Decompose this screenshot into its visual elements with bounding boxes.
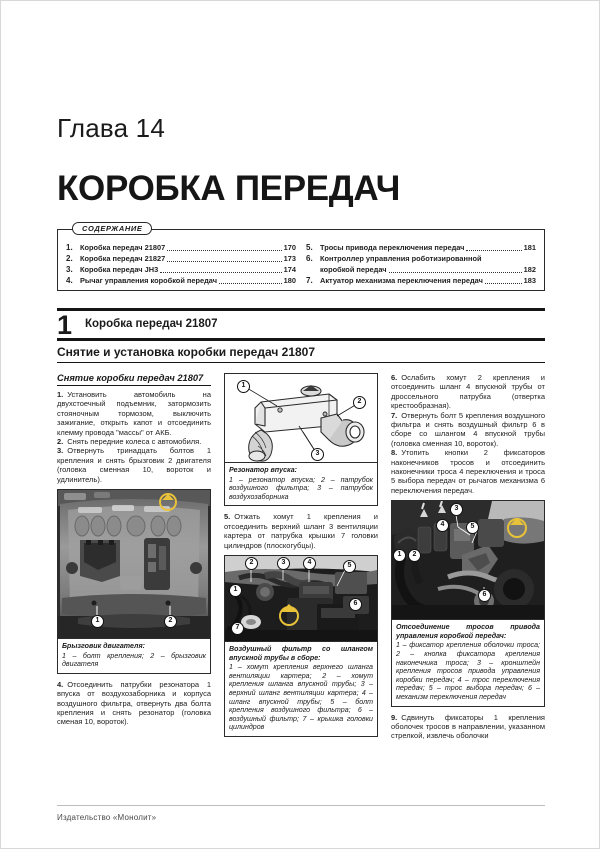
page-content: [57, 1, 547, 850]
step-1-number: 1.: [57, 390, 64, 399]
toc-entry-label: Коробка передач 21827: [80, 254, 166, 263]
callout-3: 3: [450, 503, 463, 516]
photo-splash-guard: [58, 490, 210, 638]
chapter-label: Глава 14: [57, 113, 165, 143]
figure-air-filter-caption: [225, 641, 377, 736]
step-7-text: Отвернуть болт 5 крепления воздушного фильтра и снять воздушный фильтр 6 в сборе со шлангом 4 впускной трубы (головка сменная 10, вороток).: [391, 410, 545, 448]
step-1: [57, 390, 211, 437]
column-1-heading: Снятие коробки передач 21807: [57, 373, 211, 386]
caption-title: Резонатор впуска:: [229, 466, 298, 474]
step-2-number: 2.: [57, 437, 64, 447]
toc-entry-label: Рычаг управления коробкой передач: [80, 276, 218, 285]
callout-4: 4: [436, 519, 449, 532]
toc-leader-dots: [485, 276, 522, 284]
footer-publisher: Издательство «Монолит»: [57, 813, 157, 822]
step-6-number: 6.: [391, 373, 398, 382]
toc-entry-number: 4.: [66, 276, 73, 285]
callout-2: 2: [408, 549, 421, 562]
toc-entry[interactable]: [66, 264, 296, 275]
caption-title: Брызговик двигателя:: [62, 642, 145, 651]
toc-leader-dots: [219, 276, 282, 284]
photo-splash-guard-image: [58, 490, 210, 638]
callout-5: 5: [343, 560, 356, 573]
toc-entry-label: Контроллер управления роботизированной: [320, 254, 482, 263]
toc-entry-number: 7.: [306, 276, 313, 285]
footer-divider: [57, 805, 545, 806]
figure-shift-cables-caption: [392, 619, 544, 705]
callout-1: 1: [237, 380, 250, 393]
step-3: [57, 446, 211, 484]
callout-6: 6: [478, 589, 491, 602]
toc-leader-dots: [167, 254, 281, 262]
toc-entry[interactable]: [306, 242, 536, 253]
toc-entry-page: 180: [283, 276, 296, 285]
toc-entry-number: 2.: [66, 254, 73, 263]
step-9-number: 9.: [391, 712, 398, 722]
column-1: [57, 373, 211, 727]
figure-splash-guard: [57, 489, 211, 674]
toc-entry-page: 183: [523, 276, 536, 285]
section-rule-bottom: [57, 338, 545, 341]
callout-2: 2: [164, 615, 177, 628]
toc-entry-label: Тросы привода переключения передач: [320, 243, 465, 252]
toc-leader-dots: [466, 243, 521, 251]
step-7-number: 7.: [391, 410, 398, 420]
toc-entry-label: Коробка передач JH3: [80, 265, 159, 274]
chapter-title: КОРОБКА ПЕРЕДАЧ: [57, 169, 401, 208]
figure-resonator: [224, 373, 378, 506]
toc-entry-page: 181: [523, 243, 536, 252]
caption-body: 1 – хомут крепления верхнего шланга вентиляции картера; 2 – хомут крепления шланга впускной трубы; 3 – верхний шланг вентиляции картера; 4 – шланг впускной трубы; 5 – болт крепления воздушного фильтра; 6 – воздушный фильтр; 7 – крышка головки цилиндров: [229, 663, 373, 732]
step-9-text: Сдвинуть фиксаторы 1 крепления оболочек тросов в направлении, указанном стрелкой, извлечь оболочки: [391, 712, 545, 741]
column-2: [224, 373, 378, 737]
section-name: Коробка передач 21807: [85, 318, 218, 330]
caption-title: Отсоединение тросов привода управления коробкой передач:: [396, 623, 540, 640]
drawing-resonator: [225, 374, 377, 462]
toc-entry-number: 3.: [66, 265, 73, 274]
figure-resonator-caption: [225, 462, 377, 505]
section-header: [57, 308, 545, 341]
toc-leader-dots: [160, 265, 281, 273]
callout-4: 4: [303, 557, 316, 570]
step-5-number: 5.: [224, 512, 231, 522]
figure-splash-guard-caption: [58, 638, 210, 673]
toc-tab-label: СОДЕРЖАНИЕ: [72, 222, 152, 235]
toc-entry[interactable]: [306, 253, 536, 264]
toc-entry-page: 173: [283, 254, 296, 263]
toc-entry[interactable]: [66, 253, 296, 264]
toc-entry-label-line2: коробкой передач: [320, 265, 387, 274]
callout-3: 3: [311, 448, 324, 461]
section-subtitle: Снятие и установка коробки передач 21807: [57, 345, 545, 363]
caption-body: 1 – болт крепления; 2 – брызговик двигателя: [62, 651, 206, 669]
callout-1: 1: [91, 615, 104, 628]
step-8: [391, 448, 545, 495]
step-8-text: Утопить кнопки 2 фиксаторов наконечников тросов и отсоединить наконечники троса 4 переключения и троса 5 выбора передач от рычагов механизма 6 переключения передач.: [391, 448, 545, 495]
step-2: [57, 437, 211, 446]
callout-5: 5: [466, 521, 479, 534]
toc-entry[interactable]: [66, 275, 296, 286]
toc-entry-number: 1.: [66, 243, 73, 252]
step-5: [224, 512, 378, 550]
toc-column-right: [306, 242, 536, 286]
callout-2: 2: [245, 557, 258, 570]
step-9: [391, 713, 545, 741]
toc-entry[interactable]: [66, 242, 296, 253]
step-3-number: 3.: [57, 446, 64, 456]
step-2-text: Снять передние колеса с автомобиля.: [67, 437, 202, 447]
step-3-text: Отвернуть тринадцать болтов 1 крепления и снять брызговик 2 двигателя (головка сменная 10, вороток и удлинитель).: [57, 446, 211, 484]
section-number: 1: [57, 310, 73, 340]
caption-title: Воздушный фильтр со шлангом впускной трубы в сборе:: [229, 645, 373, 662]
step-4-text: Отсоединить патрубки резонатора 1 впуска от воздухозаборника и корпуса воздушного фильтра, отвернуть два болта крепления и снять резонатор (головка сменая 10, вороток).: [57, 679, 211, 727]
toc-entry-number: 5.: [306, 243, 313, 252]
toc-column-left: [66, 242, 296, 286]
toc-columns: [58, 242, 544, 286]
body-columns: [57, 373, 545, 793]
step-1-text: Установить автомобиль на двухстоечный подъемник, затормозить стояночным тормозом, выключить зажигание, открыть капот и отсоединить клемму провода "массы" от АКБ.: [57, 390, 211, 437]
section-header-inner: [57, 311, 545, 338]
toc-entry[interactable]: [306, 275, 536, 286]
photo-shift-cables: [392, 501, 544, 619]
step-8-number: 8.: [391, 448, 398, 458]
step-6-text: Ослабить хомут 2 крепления и отсоединить шланг 4 впускной трубы от дроссельного патрубка (отвертка крестообразная).: [391, 373, 545, 411]
toc-entry-label: Коробка передач 21807: [80, 243, 166, 252]
toc-leader-dots: [389, 265, 522, 273]
toc-leader-dots: [167, 243, 281, 251]
toc-entry-continuation[interactable]: [306, 264, 536, 275]
figure-air-filter: [224, 555, 378, 737]
toc-entry-label: Актуатор механизма переключения передач: [320, 276, 483, 285]
step-6: [391, 373, 545, 411]
toc-entry-page: 170: [283, 243, 296, 252]
step-4-number: 4.: [57, 679, 64, 689]
callout-6: 6: [349, 598, 362, 611]
step-7: [391, 411, 545, 449]
callout-1: 1: [393, 549, 406, 562]
toc-entry-number: 6.: [306, 254, 313, 263]
callout-1: 1: [229, 584, 242, 597]
toc-entry-page: 174: [283, 265, 296, 274]
caption-body: 1 – резонатор впуска; 2 – патрубок воздушного фильтра; 3 – патрубок воздухозаборника: [229, 475, 373, 501]
callout-3: 3: [277, 557, 290, 570]
column-3: [391, 373, 545, 741]
callout-2: 2: [353, 396, 366, 409]
step-5-text: Отжать хомут 1 крепления и отсоединить верхний шланг 3 вентиляции картера от патрубка крышки 7 головки цилиндров (плоскогубцы).: [224, 512, 378, 550]
caption-body: 1 – фиксатор крепления оболочки троса; 2 – кнопка фиксатора крепления наконечника троса; 3 – кронштейн крепления тросов привода управления коробки передач; 4 – трос переключения передач; 5 – трос выбора передач; 6 – механизм переключения передач: [396, 641, 540, 702]
toc-entry-page: 182: [523, 265, 536, 274]
photo-air-filter: [225, 556, 377, 641]
figure-shift-cables: [391, 500, 545, 706]
table-of-contents: [57, 224, 545, 291]
callout-7: 7: [231, 622, 244, 635]
step-4: [57, 680, 211, 727]
